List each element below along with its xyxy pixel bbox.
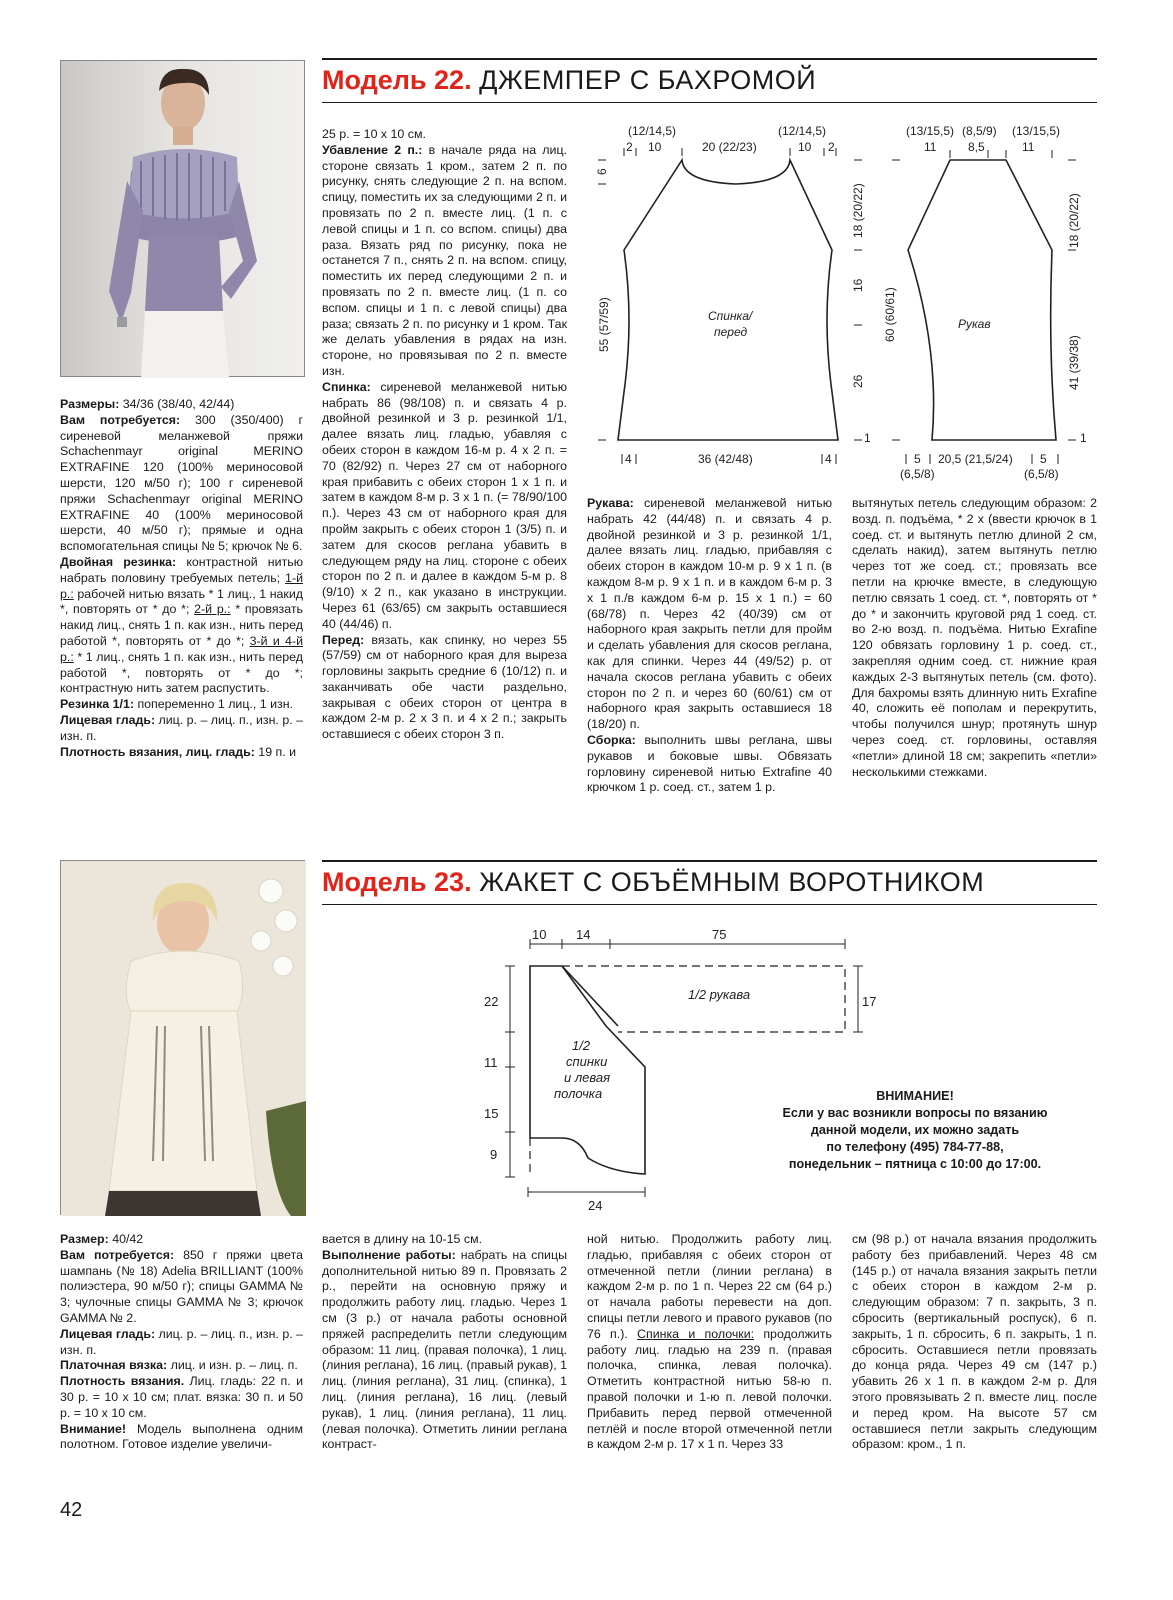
label: Рукав (958, 317, 991, 331)
label: (12/14,5) (778, 124, 827, 138)
back-front-diagram (586, 120, 871, 490)
text: 25 р. = 10 х 10 см. (322, 127, 426, 141)
questions-notice (760, 1088, 1070, 1173)
label: Платочная вязка: (60, 1358, 168, 1373)
label: Рукава: (587, 496, 634, 510)
jacket-diagram (470, 922, 890, 1222)
text: лиц. и изн. р. – лиц. п. (167, 1358, 298, 1373)
model22-name: ДЖЕМПЕР С БАХРОМОЙ (479, 65, 817, 95)
label: 16 (851, 278, 865, 292)
text: Модель выполнена одним полотном. Готовое изделие увеличи- (60, 1421, 303, 1452)
label: 5 (1040, 452, 1047, 466)
label: 11 (924, 140, 937, 154)
text: * 1 лиц., снять 1 п. как изн., нить перед работой *, повторять от * до *; контрастную нить затем распустить. (60, 649, 303, 696)
notice-title: ВНИМАНИЕ! (876, 1089, 954, 1103)
label: 60 (60/61) (883, 287, 897, 342)
label: 2 (626, 140, 633, 154)
subheading: Спинка и полочки: (637, 1326, 755, 1341)
text: рабочей нитью вязать * 1 лиц., 1 накид *, повторять от * до *; (60, 586, 303, 617)
label: Сборка: (587, 732, 636, 747)
label: Размеры: (60, 397, 120, 411)
label: 10 (532, 927, 547, 942)
text: лиц. р. – лиц. п., изн. р. – изн. п. (60, 712, 304, 743)
text: набрать на спицы дополнительной нитью 89 п. Провязать 2 р., перейти на основную пряжу и продолжить работу лиц. гладью. Через 1 см (3 р.) от начала работы основной пряжей распределить петли следующим образом: 11 лиц. (правая полочка), 1 лиц. (линия реглана), 16 лиц. (правый рукав), 1 лиц. (линия реглана), 31 лиц. (спинка), 1 лиц. (линия реглана), 16 лиц. (левый рукав), 1 лиц. (линия реглана), 11 лиц. (левая полочка). Отметить линии реглана контраст- (322, 1247, 567, 1452)
label: 6 (595, 168, 609, 175)
notice-line: Если у вас возникли вопросы по вязанию (782, 1106, 1048, 1120)
row-label: 2-й р.: (194, 602, 231, 617)
label: 4 (825, 452, 832, 466)
model23-label: Модель 23. (322, 867, 472, 897)
model23-name: ЖАКЕТ С ОБЪЁМНЫМ ВОРОТНИКОМ (479, 867, 985, 897)
model22-top-rule (322, 58, 1097, 60)
label: 4 (625, 452, 632, 466)
text: 19 п. и (254, 744, 297, 759)
label: спинки (566, 1054, 608, 1069)
label: 15 (484, 1106, 499, 1121)
model22-bottom-rule (322, 102, 1097, 103)
model22-title (322, 64, 816, 96)
text: в начале ряда на лиц. стороне связать 1 кром., затем 2 п. по рисунку, снять следующие 2 п. на вспом. спицу, поместить их за следующими 2 п. и провязать по 2 п. вместе лиц. (1 п. с левой спицы и 1 п. со вспом. спицы) два раза. Вязать ряд по рисунку, пока не останется 7 п., снять 2 п. на вспом. спицу, поместить их перед следующими 2 п. и провязать по 2 п. вместе лиц. (1 п. со вспом. спицы и 1 п. с левой спицы) два раза; связать 2 п. по рисунку и 1 кром. Так же делать убавления в рядах на изн. стороне, но провязывая по 2 п. вместе изн. (322, 142, 567, 378)
text: см (98 р.) от начала вязания продолжить работу без прибавлений. Через 48 см (145 р.) от начала вязания закрыть петли с обеих сторон в каждом 2-м р. следующим образом: 7 п. закрыть, 3 п. сбросить (вертикальный роспуск), 6 п. закрыть, 1 п. сбросить, 6 п. закрыть, 1 п. сбросить. Оставшиеся петли провязать до конца ряда. Через 49 см (147 р.) убавить 26 х 1 п. в каждом 2-м р. Для этого провязывать 2 п. вместе лиц. после и перед кром. На высоте 57 см оставшиеся петли закрыть следующим образом: кром., 1 п. (852, 1232, 1097, 1452)
page-number: 42 (60, 1499, 83, 1521)
text: вязать, как спинку, но через 55 (57/59) см от наборного края для выреза горловины закрыть средние 6 (10/12) п. и заканчивать обе части раздельно, закрывая с обеих сторон от центра в каждом 2-м р. 2 х 3 п. и 4 х 2 п.; закрыть оставшиеся с обеих сторон 3 п. (322, 632, 567, 742)
label: 41 (39/38) (1067, 335, 1081, 390)
label: Спинка: (322, 379, 371, 394)
label: 22 (484, 994, 499, 1009)
text: Лиц. гладь: 22 п. и 30 р. = 10 х 10 см; плат. вязка: 30 п. и 50 р. = 10 х 10 см. (60, 1374, 303, 1420)
label: Вам потребуется: (60, 1247, 175, 1262)
text: 40/42 (108, 1232, 144, 1246)
label: полочка (554, 1086, 603, 1101)
row-label: 3-й и 4-й р.: (60, 633, 303, 664)
text: ной нитью. Продолжить работу лиц. гладью, прибавляя с обеих сторон от отмеченной петли (линии реглана) в каждом 2-м р. по 1 п. Через 22 см (64 р.) от начала работы перевести на доп. спицы петли левого и правого рукавов (по 76 п.). (587, 1232, 832, 1341)
label: Размер: (60, 1232, 109, 1246)
back-outline (618, 160, 838, 440)
label: Выполнение работы: (322, 1247, 456, 1262)
label: Перед: (322, 632, 365, 647)
raglan-line (562, 966, 618, 1026)
notice-line: по телефону (495) 784-77-88, (826, 1140, 1004, 1154)
text: * провязать накид лиц., снять 1 п. как изн., нить перед работой *, повторять от * до *; (60, 602, 303, 648)
label: Внимание! (60, 1421, 127, 1436)
label: 1 (1080, 431, 1087, 445)
label: Спинка/ (708, 309, 753, 323)
model23-bottom-rule (322, 904, 1097, 905)
text: 34/36 (38/40, 42/44) (119, 397, 235, 411)
model23-col3 (587, 1232, 832, 1453)
label: Плотность вязания, лиц. гладь: (60, 744, 255, 759)
model22-label: Модель 22. (322, 65, 472, 95)
label: 75 (712, 927, 727, 942)
jacket-photo (60, 860, 305, 1215)
model22-col2 (322, 127, 567, 743)
model22-col4 (852, 496, 1097, 780)
label: (6,5/8) (1024, 467, 1059, 481)
jacket-illustration (61, 861, 306, 1216)
text: выполнить швы реглана, швы рукавов и боковые швы. Обвязать горловину сиреневой нитью Extrafine 40 крючком 1 р. соед. ст., затем 1 р. (587, 732, 832, 795)
sleeve-outline (908, 160, 1056, 440)
text: попеременно 1 лиц., 1 изн. (134, 697, 293, 712)
notice-line: данной модели, их можно задать (810, 1123, 1020, 1137)
label: 2 (828, 140, 835, 154)
label: 11 (1022, 140, 1035, 154)
label: перед (714, 325, 748, 339)
label: 26 (851, 374, 865, 388)
label: 5 (914, 452, 921, 466)
notice-line: понедельник – пятница с 10:00 до 17:00. (788, 1157, 1042, 1171)
label: 8,5 (968, 140, 985, 154)
label: 20 (22/23) (702, 140, 757, 154)
label: 9 (490, 1147, 498, 1162)
model23-title (322, 866, 984, 898)
label: (12/14,5) (628, 124, 677, 138)
model22-col1 (60, 397, 303, 760)
label: 11 (484, 1055, 498, 1070)
label: Убавление 2 п.: (322, 142, 423, 157)
model23-top-rule (322, 860, 1097, 862)
sleeve-diagram (872, 120, 1097, 490)
model23-col2 (322, 1232, 567, 1453)
label: 36 (42/48) (698, 452, 753, 466)
label: Плотность вязания. (60, 1374, 185, 1389)
jumper-photo (60, 60, 305, 377)
label: 1/2 (572, 1038, 591, 1053)
row-label: 1-й р.: (60, 570, 303, 601)
label: 20,5 (21,5/24) (938, 452, 1013, 466)
text: вытянутых петель следующим образом: 2 возд. п. подъёма, * 2 х (ввести крючок в 1 соед. ст. и вытянуть петлю длиной 2 см, сделать накид), затем вытянуть петлю через тот же соед. ст.; провязать все петли на крючке вместе, в следующую петлю связать 1 соед. ст. *, повторять от * до * и закончить круговой ряд 1 соед. ст. во 2-ю возд. п. подъёма. Нитью Exrafine 120 обвязать горловину 1 р. соед. ст., закрепляя одним соед. ст. нижние края каждых 2-3 вытянутых петель (см. фото). Для бахромы взять длинную нить Exrafine 40, сложить её пополам и перекрутить, чтобы получился шнур; протянуть шнур через соед. ст. горловины, оставляя «петли» длиной 18 см; закрепить «петли» несколькими стежками. (852, 496, 1097, 779)
text: вается в длину на 10-15 см. (322, 1232, 483, 1246)
jumper-illustration (61, 61, 306, 378)
label: (13/15,5) (906, 124, 955, 138)
model22-col3 (587, 496, 832, 796)
label: 18 (20/22) (851, 183, 865, 238)
text: контрастной нитью набрать половину требуемых петель; (60, 554, 303, 585)
text: лиц. р. – лиц. п., изн. р. – изн. п. (60, 1326, 304, 1357)
label: (13/15,5) (1012, 124, 1061, 138)
label: Лицевая гладь: (60, 712, 156, 727)
label: 17 (862, 994, 877, 1009)
label: Вам потребуется: (60, 412, 181, 427)
label: 10 (798, 140, 812, 154)
label: 24 (588, 1198, 603, 1213)
label: Лицевая гладь: (60, 1326, 156, 1341)
label: 1 (864, 431, 871, 445)
label: 18 (20/22) (1067, 193, 1081, 248)
label: 55 (57/59) (597, 297, 611, 352)
label: 10 (648, 140, 662, 154)
text: продолжить работу лиц. гладью на 239 п. (правая полочка, спинка, левая полочка). Отметить контрастной нитью 58-ю п. правой полочки и 1-ю п. левой полочки. Прибавить перед первой отмеченной петлёй и после второй отмеченной петли в каждом 2-м р. 17 х 1 п. Через 33 (587, 1326, 832, 1452)
label: Двойная резинка: (60, 554, 177, 569)
label: 14 (576, 927, 591, 942)
text: сиреневой меланжевой нитью набрать 86 (98/108) п. и связать 4 р. двойной резинкой и 3 р. резинкой 1/1, далее вязать лиц. гладью, убавляя с обеих сторон в каждом 16-м р. 4 х 2 п. = 70 (82/92) п. Через 27 см от наборного края прибавить с обеих сторон 1 х 1 п. и затем в каждом 8-м р. 3 х 1 п. (= 78/90/100 п.). Через 43 см от наборного края для пройм закрыть с обеих сторон 1 (3/5) п. и затем для скосов реглана убавить в следующем ряду на лиц. стороне с обеих сторон по 2 п. и далее в каждом 5-м р. 8 (9/10) х 2 п., как указано в инструкции. Через 61 (63/65) см закрыть оставшиеся 40 (44/46) п. (322, 379, 567, 631)
label: (8,5/9) (962, 124, 997, 138)
model23-col4 (852, 1232, 1097, 1453)
text: 300 (350/400) г сиреневой меланжевой пряжи Schachenmayr original MERINO EXTRAFINE 120 (100% мериносовой шерсти, 120 м/50 г); 100 г сиреневой пряжи Schachenmayr original MERINO EXTRAFINE 40 (100% мериносовой шерсти, 40 м/50 г); прямые и одна вспомогательная спицы № 5; крючок № 6. (60, 412, 304, 554)
label: и левая (564, 1070, 611, 1085)
label: (6,5/8) (900, 467, 935, 481)
text: 850 г пряжи цвета шампань (№ 18) Adelia BRILLIANT (100% полиэстера, 90 м/50 г); спицы GAMMA № 3; чулочные спицы GAMMA № 3; крючок GAMMA № 2. (60, 1247, 303, 1325)
text: сиреневой меланжевой нитью набрать 42 (44/48) п. и связать 4 р. двойной резинкой и 3 р. резинкой 1/1, далее вязать лиц. гладью, прибавляя с обеих сторон в каждом 10-м р. 9 х 1 п. (в каждом 8-м р. 9 х 1 п. и в каждом 6-м р. 3 х 1 п./в каждом 6-м р. 15 х 1 п.) = 60 (68/78) п. Через 42 (40/39) см от наборного края закрыть петли для пройм и сделать убавления для скосов реглана, как для спинки. Через 44 (49/52) р. от начала скосов реглана убавить с обеих сторон по 2 п. и через 60 (60/61) см от наборного края закрыть оставшиеся 18 (18/20) п. (587, 496, 832, 732)
label: Резинка 1/1: (60, 697, 134, 712)
label: 1/2 рукава (688, 987, 751, 1002)
model23-col1 (60, 1232, 303, 1453)
